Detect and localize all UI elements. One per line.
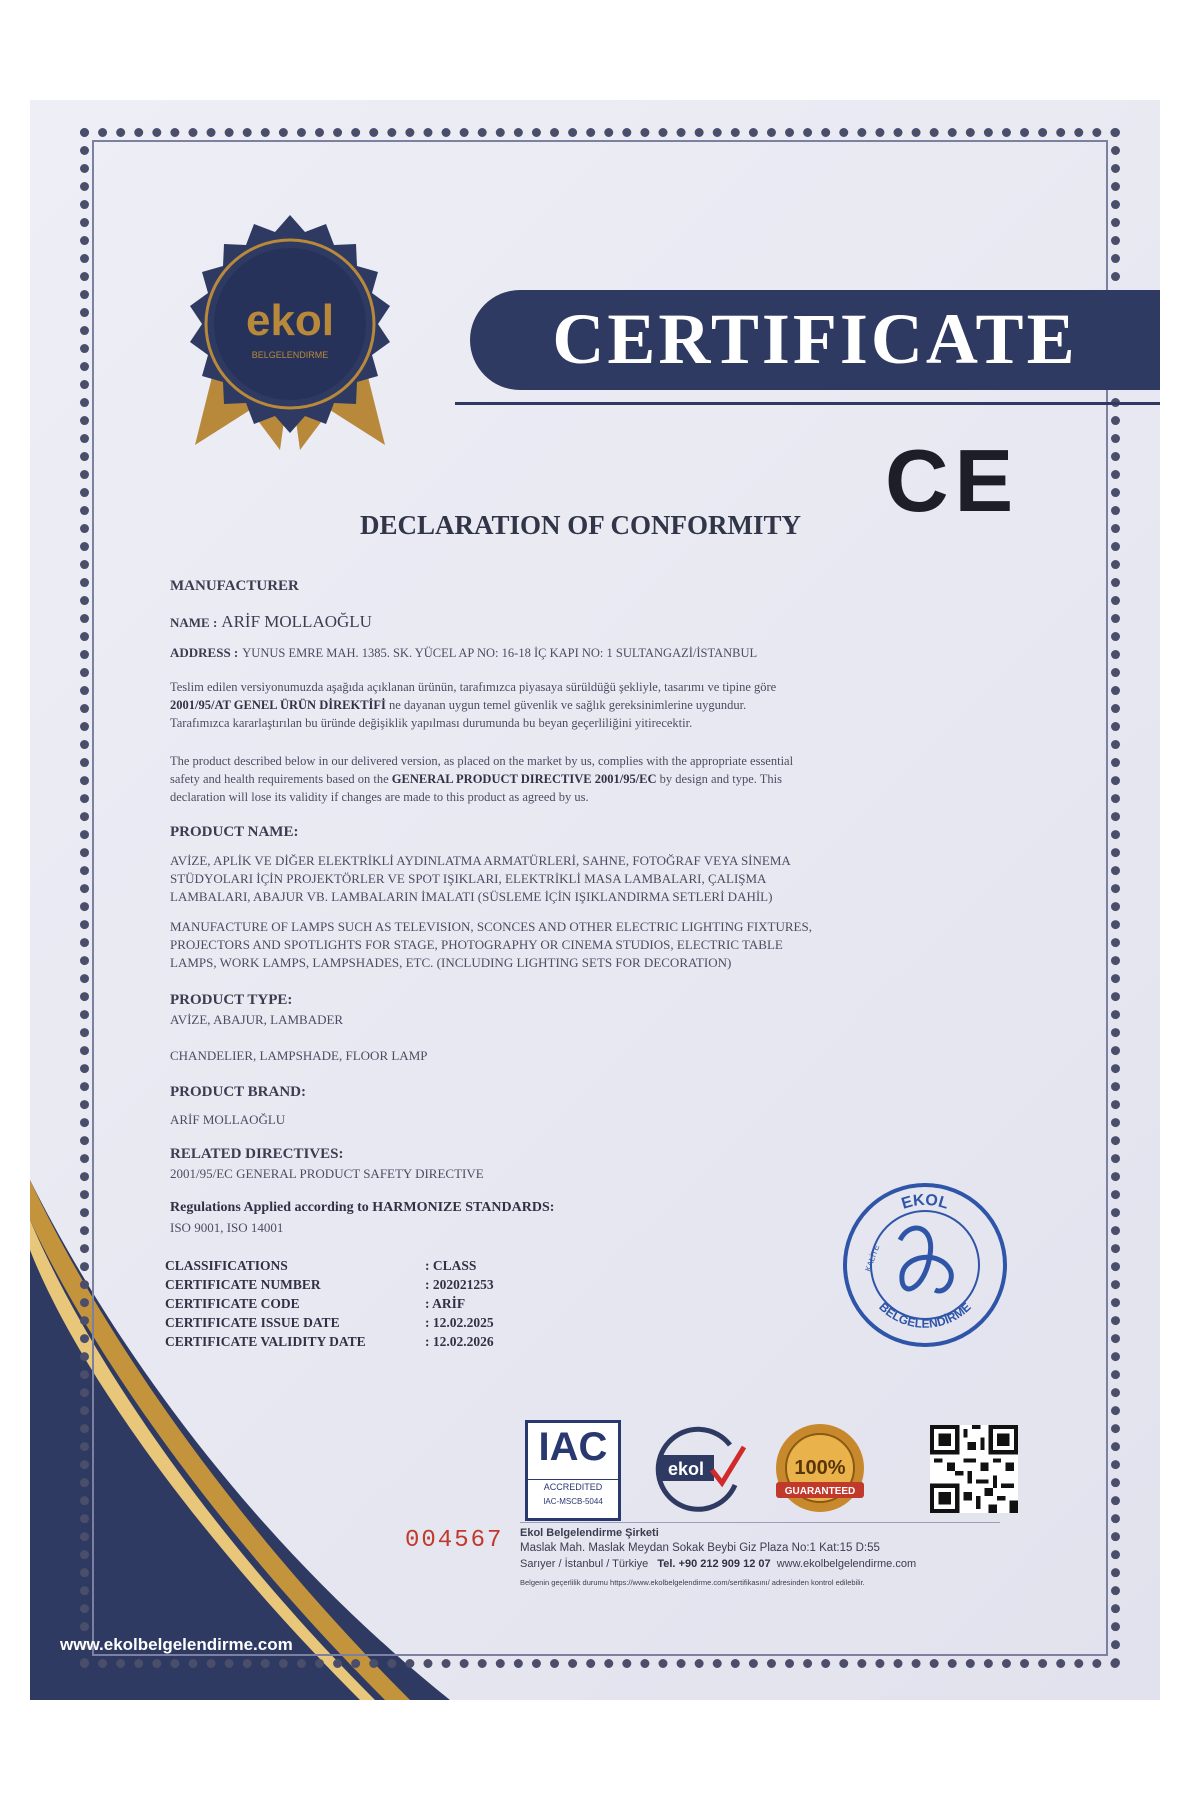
standards-value: ISO 9001, ISO 14001 bbox=[170, 1220, 284, 1235]
iac-accredited: ACCREDITED bbox=[528, 1479, 618, 1492]
decl-en-line2: safety and health requirements based on the GENERAL PRODUCT DIRECTIVE 2001/95/EC by design and type. This bbox=[170, 772, 782, 786]
iac-number: IAC-MSCB-5044 bbox=[543, 1497, 603, 1506]
decl-tr-line3: Tarafımızca kararlaştırılan bu üründe değişiklik yapılması durumunda bu beyan geçerliliğini yitirecektir. bbox=[170, 716, 693, 730]
ce-mark: CE bbox=[885, 431, 1020, 530]
class-row-classifications: CLASSIFICATIONS : CLASS bbox=[165, 1258, 477, 1273]
declaration-tr bbox=[170, 678, 1050, 732]
declaration-title: DECLARATION OF CONFORMITY bbox=[360, 510, 802, 540]
standards-heading: Regulations Applied according to HARMONIZE STANDARDS: bbox=[170, 1200, 555, 1215]
class-row-validity-date: CERTIFICATE VALIDITY DATE : 12.02.2026 bbox=[165, 1334, 494, 1349]
iac-accreditation-logo bbox=[525, 1420, 621, 1521]
ekol-stamp-icon bbox=[840, 1180, 1010, 1350]
manufacturer-heading: MANUFACTURER bbox=[170, 578, 299, 594]
product-type-en: CHANDELIER, LAMPSHADE, FLOOR LAMP bbox=[170, 1048, 428, 1063]
certificate-paper bbox=[30, 100, 1160, 1700]
ekol-logo-text: ekol bbox=[667, 1459, 705, 1479]
guarantee-word: GUARANTEED bbox=[784, 1486, 856, 1497]
manufacturer-name-row bbox=[170, 612, 372, 632]
product-type-tr: AVİZE, ABAJUR, LAMBADER bbox=[170, 1012, 344, 1027]
product-name-tr-3: LAMBALARI, ABAJUR VB. LAMBALARIN İMALATI (SÜSLEME İÇİN IŞIKLANDIRMA SETLERİ DAHİL) bbox=[170, 889, 773, 904]
name-label: NAME : bbox=[170, 615, 218, 630]
product-name-tr-1: AVİZE, APLİK VE DİĞER ELEKTRİKLİ AYDINLATMA ARMATÜRLERİ, SAHNE, FOTOĞRAF VEYA SİNEMA bbox=[170, 853, 791, 868]
class-row-number: CERTIFICATE NUMBER : 202021253 bbox=[165, 1277, 494, 1292]
directives-heading: RELATED DIRECTIVES: bbox=[170, 1146, 344, 1162]
decl-en-line3: declaration will lose its validity if changes are made to this product as agreed by us. bbox=[170, 790, 589, 804]
qr-code-icon bbox=[930, 1425, 1018, 1513]
iac-text: IAC bbox=[538, 1425, 608, 1469]
product-brand-value: ARİF MOLLAOĞLU bbox=[170, 1112, 286, 1127]
decl-tr-line2: 2001/95/AT GENEL ÜRÜN DİREKTİFİ ne dayanan uygun temel güvenlik ve sağlık gereksinimlerine uygundur. bbox=[170, 698, 747, 712]
class-row-issue-date: CERTIFICATE ISSUE DATE : 12.02.2025 bbox=[165, 1315, 494, 1330]
serial-number: 004567 bbox=[405, 1527, 504, 1554]
banner-underline bbox=[455, 402, 1160, 405]
guarantee-pct: 100% bbox=[794, 1457, 846, 1479]
ekol-seal-icon bbox=[150, 210, 430, 450]
footer-company: Ekol Belgelendirme Şirketi bbox=[520, 1522, 1000, 1539]
stamp-left-text: KALİTE bbox=[863, 1243, 882, 1273]
footer-address-line1: Maslak Mah. Maslak Meydan Sokak Beybi Giz Plaza No:1 Kat:15 D:55 bbox=[520, 1542, 880, 1554]
decl-tr-line1: Teslim edilen versiyonumuzda aşağıda açıklanan ürünün, tarafımızca piyasaya sürüldüğü şekliyle, tasarımı ve tipine göre bbox=[170, 680, 777, 694]
product-name-en-2: PROJECTORS AND SPOTLIGHTS FOR STAGE, PHOTOGRAPHY OR CINEMA STUDIOS, ELECTRIC TABLE bbox=[170, 937, 783, 952]
product-name-en-1: MANUFACTURE OF LAMPS SUCH AS TELEVISION, SCONCES AND OTHER ELECTRIC LIGHTING FIXTURES, bbox=[170, 919, 812, 934]
stamp-top-text: EKOL bbox=[899, 1191, 951, 1213]
page-title: CERTIFICATE bbox=[552, 299, 1078, 379]
directives-value: 2001/95/EC GENERAL PRODUCT SAFETY DIRECTIVE bbox=[170, 1166, 484, 1181]
decl-en-line1: The product described below in our delivered version, as placed on the market by us, complies with the appropriate essential bbox=[170, 754, 794, 768]
product-name-tr bbox=[170, 852, 1050, 906]
svg-text:BELGELENDİRME bbox=[876, 1300, 973, 1331]
product-name-en-3: LAMPS, WORK LAMPS, LAMPSHADES, ETC. (INCLUDING LIGHTING SETS FOR DECORATION) bbox=[170, 955, 732, 970]
product-name-heading: PRODUCT NAME: bbox=[170, 824, 299, 840]
footer-verification: Belgenin geçerlilik durumu https://www.ekolbelgelendirme.com/sertifikasını/ adresinden kontrol edilebilir. bbox=[520, 1578, 865, 1587]
manufacturer-address-row bbox=[170, 644, 1050, 662]
product-type-heading: PRODUCT TYPE: bbox=[170, 992, 293, 1008]
product-brand-heading: PRODUCT BRAND: bbox=[170, 1084, 306, 1100]
svg-text:EKOL bbox=[900, 1192, 951, 1213]
class-row-code: CERTIFICATE CODE : ARİF bbox=[165, 1296, 466, 1311]
guarantee-badge-icon bbox=[770, 1420, 870, 1520]
website-link[interactable]: www.ekolbelgelendirme.com bbox=[60, 1635, 293, 1654]
name-value: ARİF MOLLAOĞLU bbox=[221, 612, 372, 631]
seal-text: ekol bbox=[245, 296, 335, 345]
address-value: YUNUS EMRE MAH. 1385. SK. YÜCEL AP NO: 16-18 İÇ KAPI NO: 1 SULTANGAZİ/İSTANBUL bbox=[242, 646, 758, 660]
product-name-en bbox=[170, 918, 1050, 972]
stamp-bottom-text: BELGELENDİRME bbox=[876, 1299, 974, 1331]
seal-subtext: BELGELENDIRME bbox=[251, 350, 329, 360]
product-name-tr-2: STÜDYOLARI İÇİN PROJEKTÖRLER VE SPOT IŞIKLARI, ELEKTRİKLİ MASA LAMBALARI, ÇALIŞMA bbox=[170, 871, 767, 886]
declaration-en bbox=[170, 752, 1050, 806]
ekol-check-logo-icon bbox=[640, 1425, 750, 1515]
footer-address-line2: Sarıyer / İstanbul / Türkiye Tel. +90 212 909 12 07 www.ekolbelgelendirme.com bbox=[520, 1558, 917, 1570]
title-banner bbox=[470, 290, 1160, 390]
address-label: ADDRESS : bbox=[170, 645, 239, 660]
